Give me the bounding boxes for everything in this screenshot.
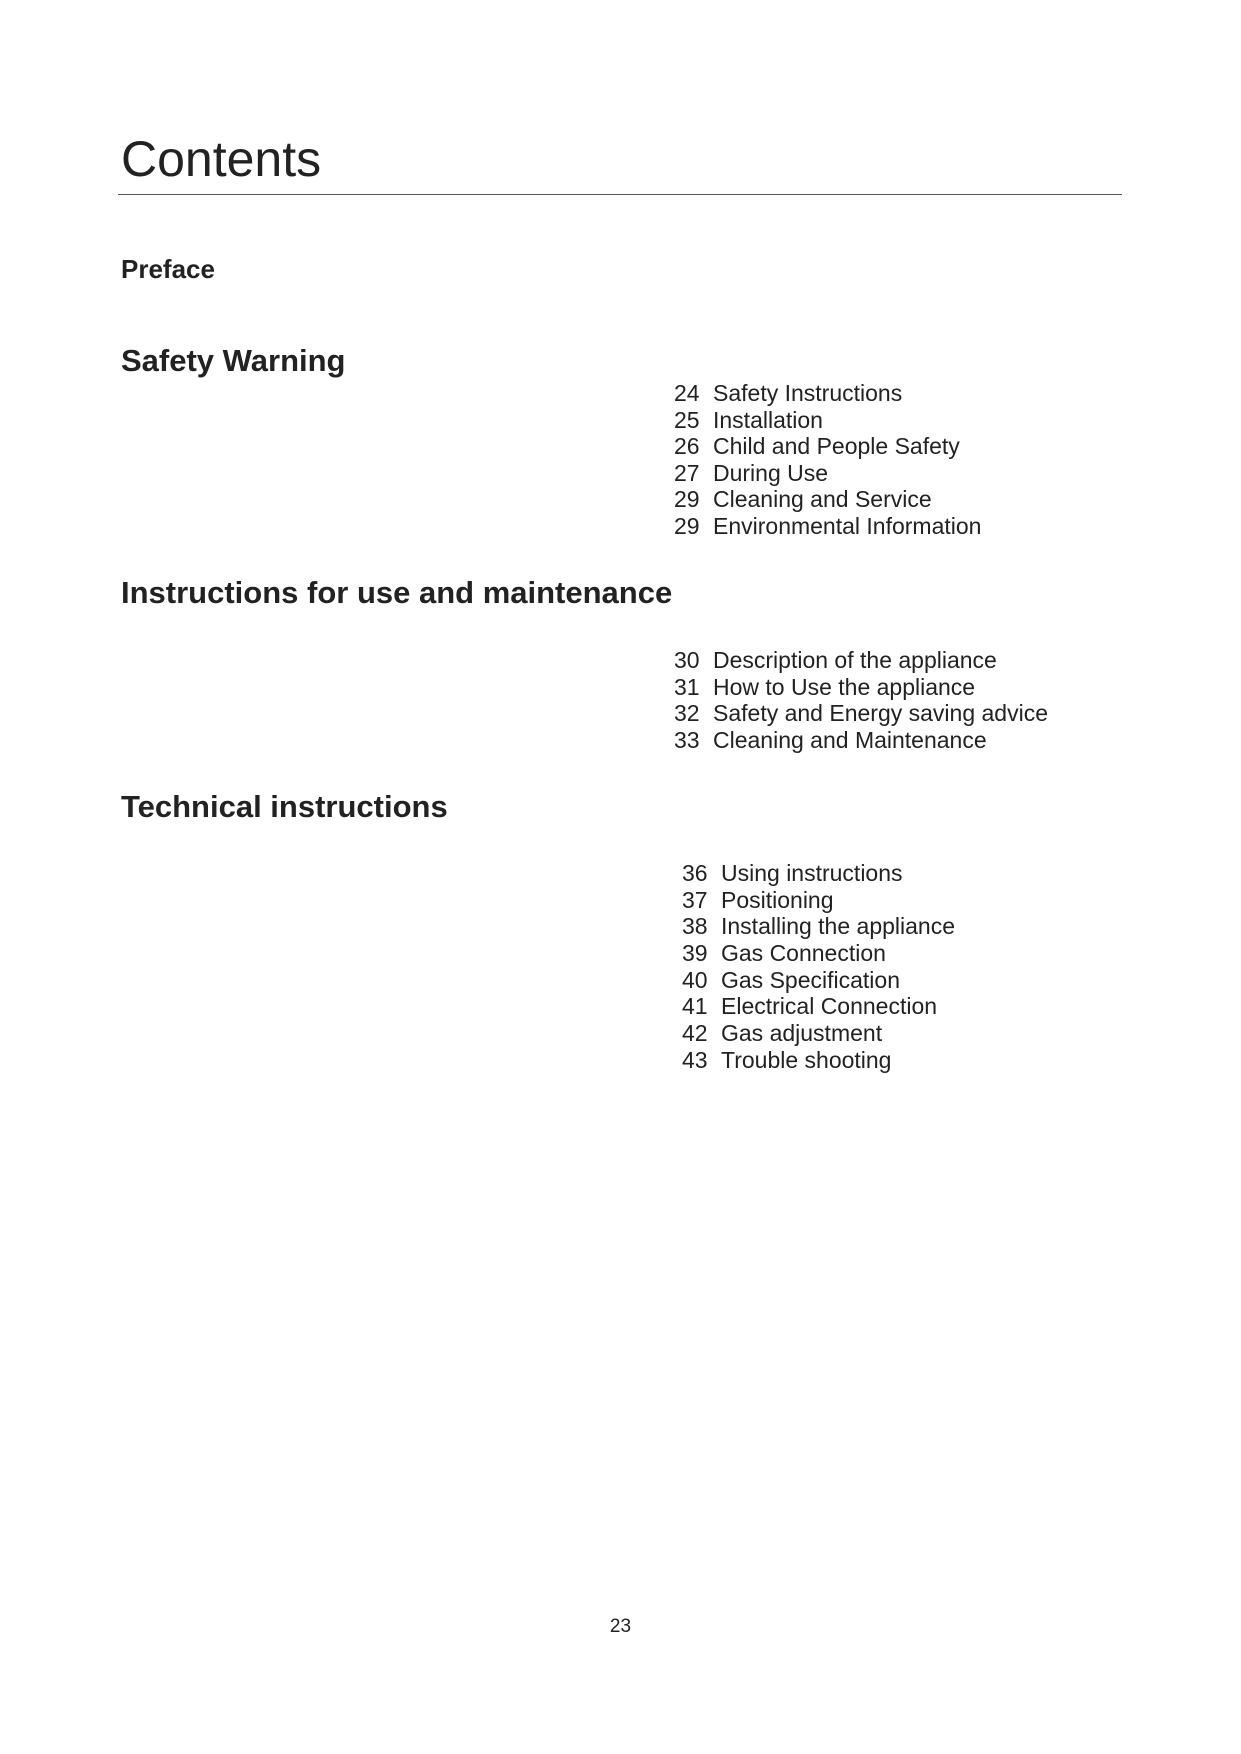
toc-entry[interactable]: [674, 433, 981, 460]
toc-entry-label: During Use: [713, 459, 829, 486]
toc-entry-label: Cleaning and Maintenance: [713, 726, 987, 753]
toc-entry[interactable]: [682, 967, 955, 994]
toc-entry[interactable]: [674, 407, 981, 434]
toc-page-number: 42: [682, 1020, 708, 1047]
toc-page-number: 33: [674, 726, 700, 753]
page-number: 23: [609, 1616, 632, 1637]
title-divider: [118, 194, 1122, 195]
toc-entry-label: Cleaning and Service: [713, 486, 932, 513]
toc-page-number: 25: [674, 406, 700, 433]
toc-page-number: 41: [682, 993, 708, 1020]
toc-entry-label: Environmental Information: [713, 512, 982, 539]
toc-entry-label: Gas Specification: [721, 966, 900, 993]
toc-page-number: 29: [674, 486, 700, 513]
toc-list-technical: [682, 860, 955, 1074]
toc-page-number: 40: [682, 966, 708, 993]
toc-entry-label: Electrical Connection: [721, 993, 938, 1020]
toc-entry[interactable]: [682, 993, 955, 1020]
toc-entry[interactable]: [682, 913, 955, 940]
toc-list-safety-warning: [674, 380, 981, 540]
toc-entry-label: Safety Instructions: [713, 380, 903, 406]
toc-entry-label: Installing the appliance: [721, 913, 955, 940]
section-heading-safety-warning: Safety Warning: [121, 343, 346, 378]
toc-entry[interactable]: [682, 860, 955, 887]
toc-entry-label: Description of the appliance: [713, 647, 997, 673]
toc-entry[interactable]: [674, 700, 1048, 727]
toc-page-number: 37: [682, 886, 708, 913]
toc-list-instructions: [674, 647, 1048, 753]
toc-entry[interactable]: [682, 1020, 955, 1047]
section-heading-technical: Technical instructions: [121, 789, 448, 824]
toc-page-number: 24: [674, 380, 700, 406]
toc-entry[interactable]: [674, 460, 981, 487]
toc-page-number: 29: [674, 512, 700, 539]
toc-entry[interactable]: [682, 940, 955, 967]
toc-page-number: 26: [674, 433, 700, 460]
section-heading-preface: Preface: [121, 254, 215, 284]
toc-entry[interactable]: [674, 727, 1048, 754]
toc-page-number: 27: [674, 459, 700, 486]
toc-entry-label: Trouble shooting: [721, 1046, 892, 1073]
section-heading-instructions: Instructions for use and maintenance: [121, 575, 673, 610]
toc-entry[interactable]: [674, 380, 981, 407]
toc-entry-label: Gas adjustment: [721, 1020, 883, 1047]
toc-entry-label: Child and People Safety: [713, 433, 960, 460]
toc-entry-label: How to Use the appliance: [713, 673, 976, 700]
toc-entry[interactable]: [674, 486, 981, 513]
toc-page-number: 38: [682, 913, 708, 940]
toc-entry-label: Gas Connection: [721, 940, 886, 967]
toc-page-number: 43: [682, 1046, 708, 1073]
toc-entry-label: Positioning: [721, 886, 834, 913]
toc-entry[interactable]: [674, 647, 1048, 674]
toc-page-number: 32: [674, 700, 700, 727]
toc-entry[interactable]: [674, 513, 981, 540]
toc-page-number: 36: [682, 860, 708, 886]
page-title: Contents: [121, 131, 322, 187]
toc-entry-label: Installation: [713, 406, 823, 433]
toc-page-number: 39: [682, 940, 708, 967]
toc-entry[interactable]: [674, 674, 1048, 701]
toc-page-number: 31: [674, 673, 700, 700]
toc-page-number: 30: [674, 647, 700, 673]
toc-entry-label: Using instructions: [721, 860, 903, 886]
toc-entry[interactable]: [682, 887, 955, 914]
toc-entry[interactable]: [682, 1047, 955, 1074]
toc-entry-label: Safety and Energy saving advice: [713, 700, 1048, 727]
